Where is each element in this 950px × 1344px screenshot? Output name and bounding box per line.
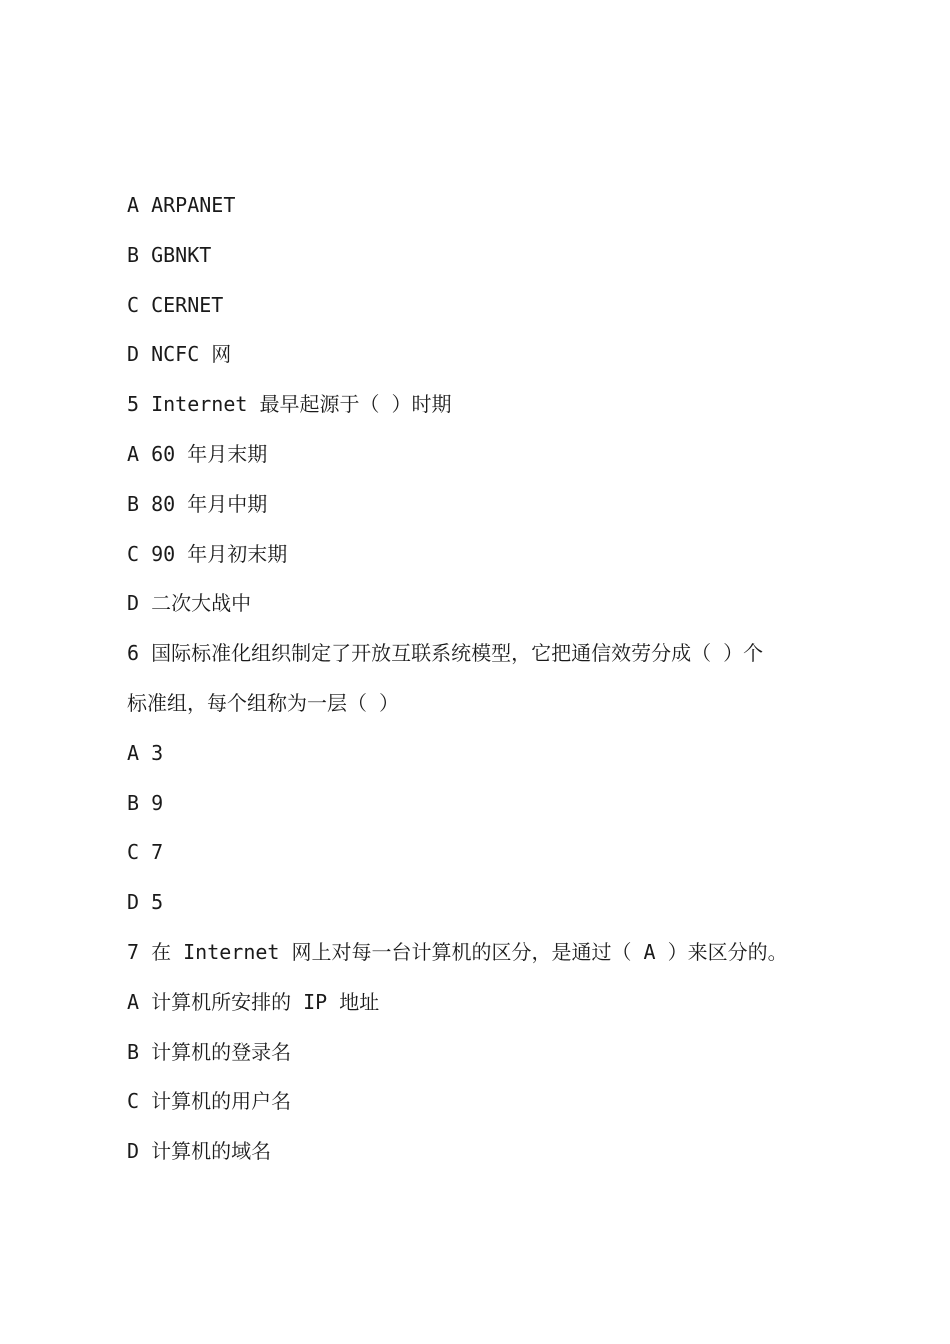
- option-line: C 90 年月初末期: [127, 541, 288, 566]
- option-line: B GBNKT: [127, 242, 212, 267]
- option-line: A 3: [127, 740, 164, 765]
- option-line: B 计算机的登录名: [127, 1039, 292, 1064]
- option-line: D 二次大战中: [127, 591, 252, 616]
- option-line: B 80 年月中期: [127, 491, 268, 516]
- option-line: D 计算机的域名: [127, 1139, 272, 1164]
- question-line: 5 Internet 最早起源于（ ）时期: [127, 392, 452, 417]
- option-line: D NCFC 网: [127, 342, 232, 367]
- option-line: C CERNET: [127, 292, 224, 317]
- question-line-continued: 标准组，每个组称为一层（ ）: [127, 690, 400, 715]
- option-line: A 60 年月末期: [127, 441, 268, 466]
- question-line: 7 在 Internet 网上对每一台计算机的区分，是通过（ A ）来区分的。: [127, 939, 788, 964]
- option-line: C 7: [127, 840, 164, 865]
- question-line: 6 国际标准化组织制定了开放互联系统模型，它把通信效劳分成（ ）个: [127, 641, 764, 666]
- option-line: C 计算机的用户名: [127, 1089, 292, 1114]
- option-line: A ARPANET: [127, 193, 236, 217]
- option-line: B 9: [127, 790, 164, 815]
- option-line: A 计算机所安排的 IP 地址: [127, 989, 380, 1014]
- document-body: [127, 181, 847, 1177]
- option-line: D 5: [127, 890, 164, 915]
